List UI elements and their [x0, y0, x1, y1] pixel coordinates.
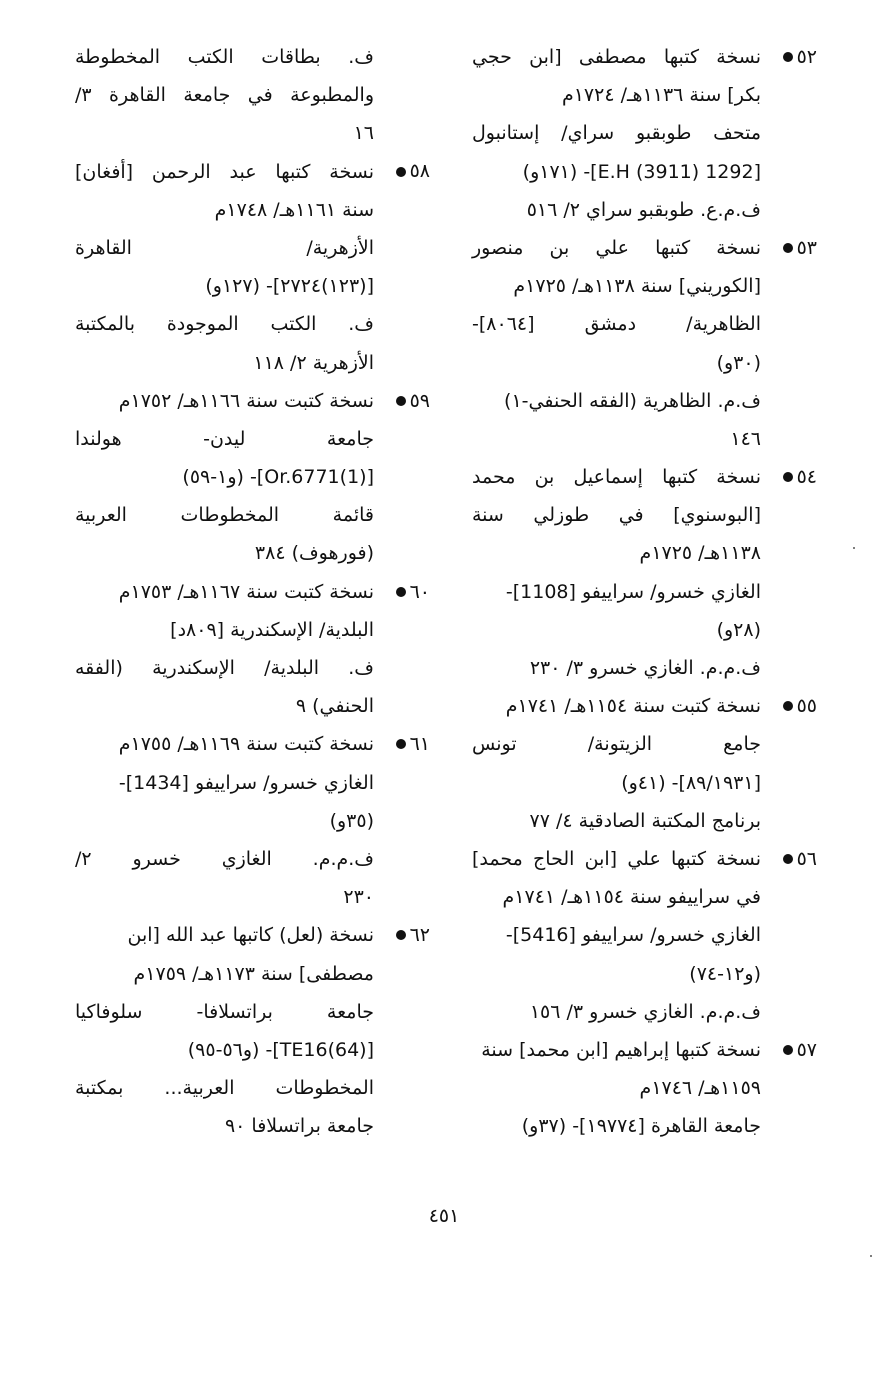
entry-number: ٥٦	[796, 847, 817, 870]
entry-line: نسخة كتبها إبراهيم [ابن محمد] سنة	[481, 1038, 761, 1061]
continuation-line: ف. بطاقات الكتب المخطوطة	[75, 46, 374, 68]
continuation-block	[75, 38, 430, 153]
scan-speck	[853, 547, 855, 549]
entry-line: ف.م. الظاهرية (الفقه الحنفي-١)	[504, 389, 761, 412]
entry-line: الغازي خسرو/ سراييفو [1108]-	[505, 580, 761, 603]
entry-line: ف. الكتب الموجودة بالمكتبة	[75, 313, 374, 336]
bullet-icon	[396, 396, 406, 406]
entry-line: [الكوريني] سنة ١١٣٨هـ/ ١٧٢٥م	[513, 275, 761, 298]
entry-number: ٦٢	[409, 924, 430, 947]
entry-line: ١١٣٨هـ/ ١٧٢٥م	[639, 542, 761, 565]
manuscript-entry	[75, 725, 430, 916]
entry-line: ١٤٦	[730, 427, 761, 450]
manuscript-entry	[472, 229, 817, 458]
entry-line: ٢٣٠	[343, 886, 374, 909]
entry-marker	[374, 382, 430, 420]
entry-line: بكر] سنة ١١٣٦هـ/ ١٧٢٤م	[561, 84, 761, 107]
entry-marker	[374, 153, 430, 191]
entry-line: الغازي خسرو/ سراييفو [1434]-	[118, 771, 374, 794]
entry-line: ف.م.م. الغازي خسرو ٢/	[75, 847, 374, 870]
entry-line: نسخة كتبت سنة ١١٦٦هـ/ ١٧٥٢م	[118, 389, 374, 412]
entry-line: (و١٢-٧٤)	[689, 962, 761, 985]
entry-line: [Or.6771(1)]- (و١-٥٩)	[182, 466, 374, 489]
entry-line: (٣٥و)	[329, 809, 374, 832]
entry-marker	[761, 229, 817, 267]
scan-speck	[870, 1255, 872, 1257]
entry-number: ٥٧	[796, 1038, 817, 1061]
bullet-icon	[783, 52, 793, 62]
entry-line: نسخة كتبها علي [ابن الحاج محمد]	[472, 847, 761, 870]
manuscript-entry	[75, 382, 430, 573]
left-column	[75, 38, 430, 1145]
entry-line: [(١٢٣)٢٧٢٤]- (١٢٧و)	[205, 275, 374, 298]
entry-line: ف.م.م. الغازي خسرو ٣/ ٢٣٠	[529, 657, 761, 679]
manuscript-entry	[75, 153, 430, 382]
entry-line: [البوسنوي] في طوزلي سنة	[472, 504, 761, 527]
entry-number: ٦١	[409, 733, 430, 756]
entry-line: ف.م.ع. طوبقبو سراي ٢/ ٥١٦	[526, 198, 761, 221]
manuscript-entry	[472, 38, 817, 229]
entry-line: جامعة براتسلافا ٩٠	[224, 1115, 374, 1138]
entry-marker	[761, 1031, 817, 1069]
entry-line: (فورهوف) ٣٨٤	[254, 542, 374, 565]
entry-line: [1292 E.H (3911)]- (١٧١و)	[522, 160, 761, 183]
manuscript-entry	[472, 1031, 817, 1146]
bullet-icon	[396, 930, 406, 940]
bullet-icon	[783, 243, 793, 253]
entry-line: نسخة كتبت سنة ١١٦٧هـ/ ١٧٥٣م	[118, 580, 374, 603]
entry-line: [٨٩/١٩٣١]- (٤١و)	[621, 771, 761, 794]
entry-number: ٥٤	[796, 465, 817, 488]
manuscript-entry	[75, 916, 430, 1145]
entry-line: (٣٠و)	[716, 351, 761, 374]
entry-line: ١١٥٩هـ/ ١٧٤٦م	[639, 1077, 761, 1100]
entry-number: ٥٢	[796, 45, 817, 68]
manuscript-entry	[75, 573, 430, 726]
entry-marker	[761, 38, 817, 76]
bullet-icon	[783, 701, 793, 711]
entry-line: المخطوطات العربية... بمكتبة	[75, 1077, 374, 1100]
entry-number: ٥٥	[796, 695, 817, 718]
entry-marker	[761, 687, 817, 725]
entry-line: قائمة المخطوطات العربية	[75, 504, 374, 527]
entry-number: ٥٩	[409, 389, 430, 412]
entry-line: ف.م.م. الغازي خسرو ٣/ ١٥٦	[529, 1000, 761, 1023]
entry-line: جامع الزيتونة/ تونس	[472, 733, 761, 756]
entry-marker	[761, 458, 817, 496]
entry-line: الغازي خسرو/ سراييفو [5416]-	[505, 924, 761, 947]
bullet-icon	[396, 587, 406, 597]
entry-number: ٥٣	[796, 236, 817, 259]
entry-line: نسخة (لعل) كاتبها عبد الله [ابن	[127, 924, 374, 947]
entry-line: نسخة كتبت سنة ١١٦٩هـ/ ١٧٥٥م	[118, 733, 374, 756]
entry-line: مصطفى] سنة ١١٧٣هـ/ ١٧٥٩م	[133, 962, 374, 985]
entry-line: نسخة كتبها عبد الرحمن [أفغان]	[75, 160, 374, 183]
entry-number: ٥٨	[409, 160, 430, 183]
entry-line: برنامج المكتبة الصادقية ٤/ ٧٧	[529, 809, 761, 832]
entry-line: الأزهرية ٢/ ١١٨	[253, 351, 374, 374]
entry-line: جامعة ليدن- هولندا	[75, 427, 374, 450]
page-number: ٤٥١	[428, 1205, 460, 1227]
entry-line: الظاهرية/ دمشق [٨٠٦٤]-	[472, 313, 761, 336]
bullet-icon	[783, 1045, 793, 1055]
manuscript-entry	[472, 840, 817, 1031]
entry-number: ٦٠	[409, 580, 430, 603]
bullet-icon	[783, 854, 793, 864]
entry-line: (٢٨و)	[716, 618, 761, 641]
continuation-line: ١٦	[353, 122, 374, 145]
entry-marker	[374, 573, 430, 611]
entry-line: نسخة كتبها علي بن منصور	[472, 236, 761, 259]
entry-line: نسخة كتبت سنة ١١٥٤هـ/ ١٧٤١م	[505, 695, 761, 718]
continuation-line: والمطبوعة في جامعة القاهرة ٣/	[75, 84, 374, 107]
entry-line: [TE16(64)]- (و٥٦-٩٥)	[187, 1038, 374, 1061]
entry-line: في سراييفو سنة ١١٥٤هـ/ ١٧٤١م	[502, 886, 761, 909]
bullet-icon	[783, 472, 793, 482]
entry-line: البلدية/ الإسكندرية [٨٠٩د]	[170, 618, 374, 641]
entry-line: سنة ١١٦١هـ/ ١٧٤٨م	[214, 198, 374, 221]
entry-line: جامعة القاهرة [١٩٧٧٤]- (٣٧و)	[521, 1115, 761, 1138]
entry-line: الأزهرية/ القاهرة	[75, 236, 374, 259]
entry-line: الحنفي) ٩	[295, 695, 374, 718]
entry-line: ف. البلدية/ الإسكندرية (الفقه	[75, 657, 374, 679]
entry-line: متحف طوبقبو سراي/ إستانبول	[472, 122, 761, 145]
entry-marker	[761, 840, 817, 878]
manuscript-entry	[472, 458, 817, 687]
entry-marker	[374, 725, 430, 763]
manuscript-entry	[472, 687, 817, 840]
right-column	[472, 38, 817, 1145]
bullet-icon	[396, 739, 406, 749]
entry-line: جامعة براتسلافا- سلوفاكيا	[75, 1000, 374, 1023]
bullet-icon	[396, 167, 406, 177]
entry-line: نسخة كتبها إسماعيل بن محمد	[472, 466, 761, 489]
entry-marker	[374, 916, 430, 954]
entry-line: نسخة كتبها مصطفى [ابن حجي	[472, 46, 761, 68]
